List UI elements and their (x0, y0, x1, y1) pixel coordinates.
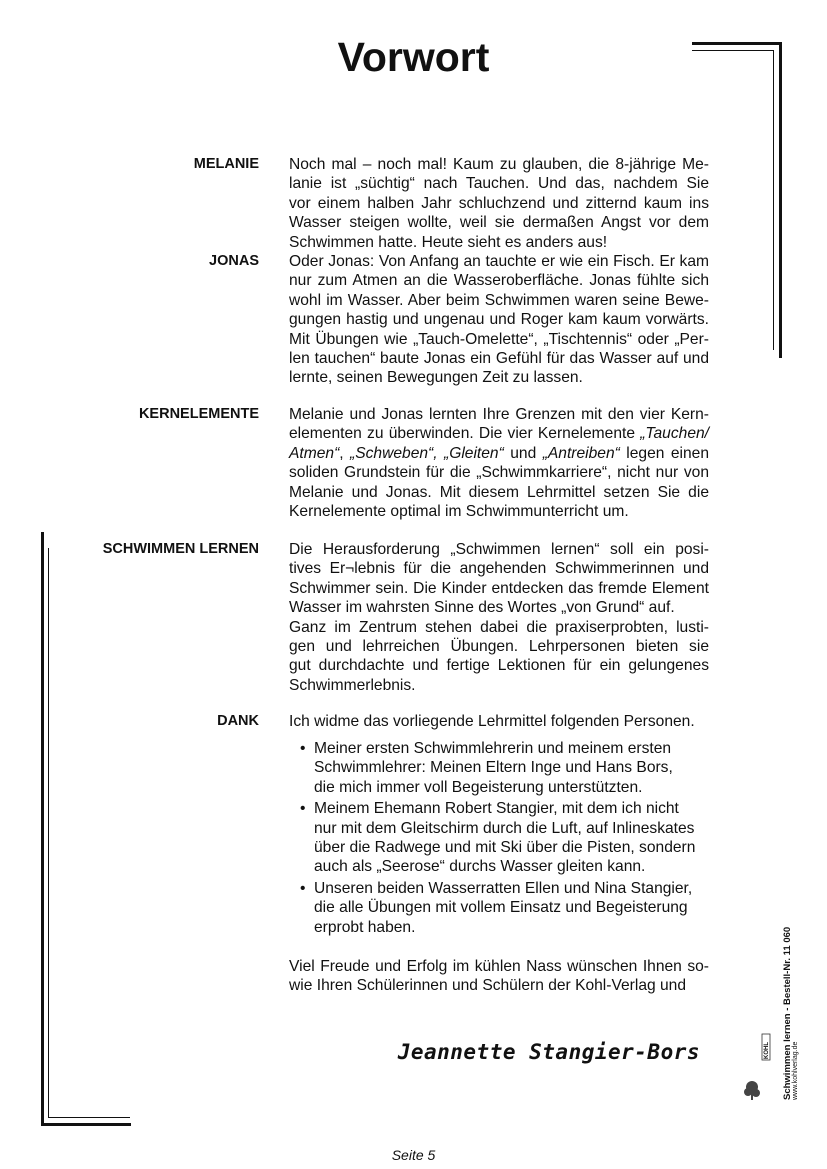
list-item (300, 799, 710, 877)
list-item (300, 739, 710, 797)
side-order-text: Schwimmen lernen - Bestell-Nr. 11 060 (782, 926, 793, 1100)
text-line: wie Ihren Schülerinnen und Schülern der Kohl-Verlag und (289, 977, 687, 995)
text-line: Ganz im Zentrum stehen dabei die praxiserprobten, lusti- (289, 618, 709, 636)
section-label-melanie: MELANIE (193, 156, 259, 172)
publisher-logo (741, 1032, 771, 1102)
text-line: gungen hastig und ungenau und Roger kam kaum vorwärts. (289, 311, 709, 329)
dank-closing (289, 957, 709, 996)
text-line: lanie ist „süchtig“ nach Tauchen. Und das, nachdem Sie (289, 175, 709, 193)
section-label-schwimmen-lernen: SCHWIMMEN LERNEN (102, 541, 259, 557)
text-line: gut durchdachte und fertige Lektionen für ein gelungenes (289, 657, 709, 675)
text-span: , (339, 444, 351, 462)
text-line: die mich immer voll Begeisterung unterstützten. (314, 778, 643, 796)
section-label-jonas: JONAS (209, 253, 259, 269)
text-line: Kernelemente optimal im Schwimmunterricht um. (289, 503, 629, 521)
text-line: lernte, seinen Bewegungen Zeit zu lassen. (289, 369, 583, 387)
text-line: gen und lehrreichen Übungen. Lehrpersonen bieten sie (289, 638, 709, 656)
list-item (300, 879, 710, 937)
text-line: Schwimmen hatte. Heute sieht es anders aus! (289, 233, 608, 251)
italic-term: Atmen“ (289, 444, 340, 462)
bullet-icon: • (300, 800, 306, 818)
text-line: Wasser steigen wollte, weil sie dermaßen Angst vor dem (289, 214, 709, 232)
text-line: Unseren beiden Wasserratten Ellen und Nina Stangier, (314, 879, 693, 897)
text-line: Schwimmerlebnis. (289, 676, 416, 694)
text-line (289, 424, 709, 443)
frame-corner-top-right-inner (692, 50, 774, 51)
text-line: Schwimmlehrer: Meinen Eltern Inge und Hans Bors, (314, 759, 673, 777)
text-line: soliden Grundstein für die „Schwimmkarriere“, nicht nur von (289, 464, 709, 482)
logo-text: KOHL (764, 1042, 770, 1059)
text-line: Viel Freude und Erfolg im kühlen Nass wünschen Ihnen so- (289, 958, 709, 975)
section-text-jonas (289, 252, 709, 388)
text-line: nur zum Atmen an die Wasseroberfläche. Jonas fühlte sich (289, 272, 709, 290)
text-line: Die Herausforderung „Schwimmen lernen“ soll ein posi- (289, 541, 709, 558)
frame-corner-top-right (692, 42, 782, 45)
frame-corner-bottom-left (41, 532, 44, 1126)
signature: Jeannette Stangier-Bors (397, 1040, 700, 1064)
text-line: Wasser im wahrsten Sinne des Wortes „von Grund“ auf. (289, 599, 675, 617)
section-text-melanie (289, 155, 709, 252)
text-line: len tauchen“ baute Jonas ein Gefühl für das Wasser auf und (289, 350, 709, 368)
publisher-url: www.kohlverlag.de (792, 1041, 799, 1100)
section-label-kernelemente: KERNELEMENTE (138, 406, 259, 422)
text-line: Meiner ersten Schwimmlehrerin und meinem ersten (314, 740, 672, 757)
section-text-schwimmen-lernen (289, 540, 709, 695)
bullet-icon: • (300, 740, 306, 757)
section-text-kernelemente (289, 405, 709, 521)
text-span: und (503, 444, 543, 462)
text-line: tives Er¬lebnis für die angehenden Schwimmerinnen und (289, 560, 709, 578)
tree-icon (741, 1032, 771, 1102)
text-line: erprobt haben. (314, 918, 416, 936)
text-line (289, 444, 709, 463)
frame-corner-bottom-left-inner-horizontal (48, 1117, 130, 1118)
bullet-icon: • (300, 879, 306, 897)
frame-corner-bottom-left-horizontal (41, 1123, 131, 1126)
text-span: elementen zu überwinden. Die vier Kernelemente (289, 425, 641, 443)
dank-list (300, 739, 710, 939)
text-line: die alle Übungen mit vollem Einsatz und Begeisterung (314, 899, 688, 917)
text-line: Meinem Ehemann Robert Stangier, mit dem ich nicht (314, 800, 679, 818)
frame-corner-bottom-left-inner (48, 548, 49, 1118)
page-title: Vorwort (337, 34, 490, 80)
frame-corner-top-right-vertical (779, 42, 782, 358)
text-line: Oder Jonas: Von Anfang an tauchte er wie ein Fisch. Er kam (289, 253, 709, 270)
text-line: Noch mal – noch mal! Kaum zu glauben, die 8-jährige Me- (289, 156, 709, 173)
text-line: Schwimmer sein. Die Kinder entdecken das fremde Element (289, 579, 709, 597)
italic-term: „Tauchen/ (640, 425, 709, 443)
text-line: über die Radwege und mit Ski über die Pisten, sondern (314, 839, 696, 857)
dank-intro: Ich widme das vorliegende Lehrmittel folgenden Personen. (289, 713, 695, 730)
text-line: wohl im Wasser. Aber beim Schwimmen waren seine Bewe- (289, 291, 709, 309)
italic-term: „Antreiben“ (542, 444, 620, 462)
italic-term: „Schweben“, „Gleiten“ (350, 444, 504, 462)
text-line: nur mit dem Gleitschirm durch die Luft, auf Inlineskates (314, 819, 695, 837)
section-label-dank: DANK (217, 713, 259, 729)
text-line: auch als „Seerose“ durchs Wasser gleiten kann. (314, 858, 646, 876)
text-line: Mit Übungen wie „Tauch-Omelette“, „Tischtennis“ oder „Per- (289, 330, 709, 348)
frame-corner-top-right-inner-vertical (773, 50, 774, 350)
text-line: Melanie und Jonas lernten Ihre Grenzen mit den vier Kern- (289, 406, 709, 423)
page-number: Seite 5 (391, 1147, 436, 1163)
text-span: legen einen (619, 444, 709, 462)
text-line: vor einem halben Jahr schluchzend und zitternd kaum ins (289, 194, 709, 212)
text-line: Melanie und Jonas. Mit diesem Lehrmittel setzen Sie die (289, 483, 709, 501)
